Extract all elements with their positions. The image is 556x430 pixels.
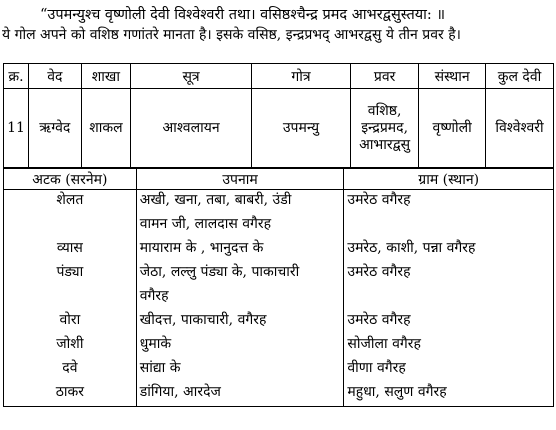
cell-surname <box>4 214 137 238</box>
cell-gram <box>344 214 554 238</box>
cell-upnam: सांद्या के <box>136 358 344 382</box>
table-header-row <box>4 64 554 89</box>
header-sansthan: संस्थान <box>419 64 486 89</box>
cell-kuldevi: विश्वेश्वरी <box>485 89 553 168</box>
header-surname: अटक (सरनेम) <box>4 169 137 190</box>
cell-upnam: मायाराम के , भानुदत्त के <box>136 238 344 262</box>
cell-serial: 11 <box>4 89 29 168</box>
cell-gram: वीणा वगैरह <box>344 358 554 382</box>
pravar-line: आभारद्वसु <box>359 136 411 153</box>
cell-surname <box>4 286 137 310</box>
cell-surname: व्यास <box>4 238 137 262</box>
gotra-info-table <box>3 63 554 168</box>
cell-upnam: धुमाके <box>136 334 344 358</box>
table-row <box>4 310 554 334</box>
surname-table <box>3 168 554 407</box>
cell-upnam: वगैरह <box>136 286 344 310</box>
cell-sansthan: वृष्णोली <box>419 89 486 168</box>
cell-upnam: जेठा, लल्लु पंड्या के, पाकाचारी <box>136 262 344 286</box>
cell-upnam: अखी, खना, तबा, बाबरी, उंडी <box>136 190 344 215</box>
cell-upnam: वामन जी, लालदास वगैरह <box>136 214 344 238</box>
cell-surname: दवे <box>4 358 137 382</box>
table-row <box>4 286 554 310</box>
cell-gram: उमरेठ वगैरह <box>344 262 554 286</box>
cell-ved: ऋग्वेद <box>28 89 81 168</box>
header-shakha: शाखा <box>81 64 131 89</box>
cell-surname: शेलत <box>4 190 137 215</box>
intro-description: ये गोल अपने को वशिष्ठ गणांतरे मानता है। इसके वसिष्ठ, इन्द्रप्रभद् आभरद्वसु ये तीन प्रवर है। <box>2 27 461 43</box>
cell-shakha: शाकल <box>81 89 131 168</box>
cell-pravar <box>350 89 418 168</box>
cell-gram <box>344 286 554 310</box>
header-ved: वेद <box>28 64 81 89</box>
cell-sutra: आश्वलायन <box>131 89 252 168</box>
cell-surname: जोशी <box>4 334 137 358</box>
header-kuldevi: कुल देवी <box>485 64 553 89</box>
table-row <box>4 89 554 168</box>
cell-surname: ठाकर <box>4 382 137 407</box>
header-gotra: गोत्र <box>251 64 350 89</box>
table-row <box>4 358 554 382</box>
header-pravar: प्रवर <box>350 64 418 89</box>
cell-gotra: उपमन्यु <box>251 89 350 168</box>
cell-surname: वोरा <box>4 310 137 334</box>
cell-gram: सोजीला वगैरह <box>344 334 554 358</box>
cell-gram: उमरेठ वगैरह <box>344 310 554 334</box>
table-row <box>4 238 554 262</box>
cell-gram: उमरेठ वगैरह <box>344 190 554 215</box>
cell-surname: पंड्या <box>4 262 137 286</box>
table-row <box>4 190 554 215</box>
cell-gram: उमरेठ, काशी, पन्ना वगैरह <box>344 238 554 262</box>
intro-shloka: “उपमन्युश्च वृष्णोली देवी विश्वेश्वरी तथा। वसिष्ठश्चैन्द्र प्रमद आभरद्वसुस्तया: ॥ <box>40 7 446 23</box>
header-gram: ग्राम (स्थान) <box>344 169 554 190</box>
table-header-row <box>4 169 554 190</box>
pravar-line: वशिष्ठ, <box>367 102 402 119</box>
header-sutra: सूत्र <box>131 64 252 89</box>
table-row <box>4 334 554 358</box>
table-row <box>4 214 554 238</box>
header-upnam: उपनाम <box>136 169 344 190</box>
table-row <box>4 262 554 286</box>
header-serial: क्र. <box>4 64 29 89</box>
cell-upnam: डांगिया, आरदेज <box>136 382 344 407</box>
cell-gram: महुधा, सलुण वगैरह <box>344 382 554 407</box>
pravar-line: इन्द्रप्रमद, <box>361 119 409 136</box>
cell-upnam: खीदत्त, पाकाचारी, वगैरह <box>136 310 344 334</box>
table-row <box>4 382 554 407</box>
